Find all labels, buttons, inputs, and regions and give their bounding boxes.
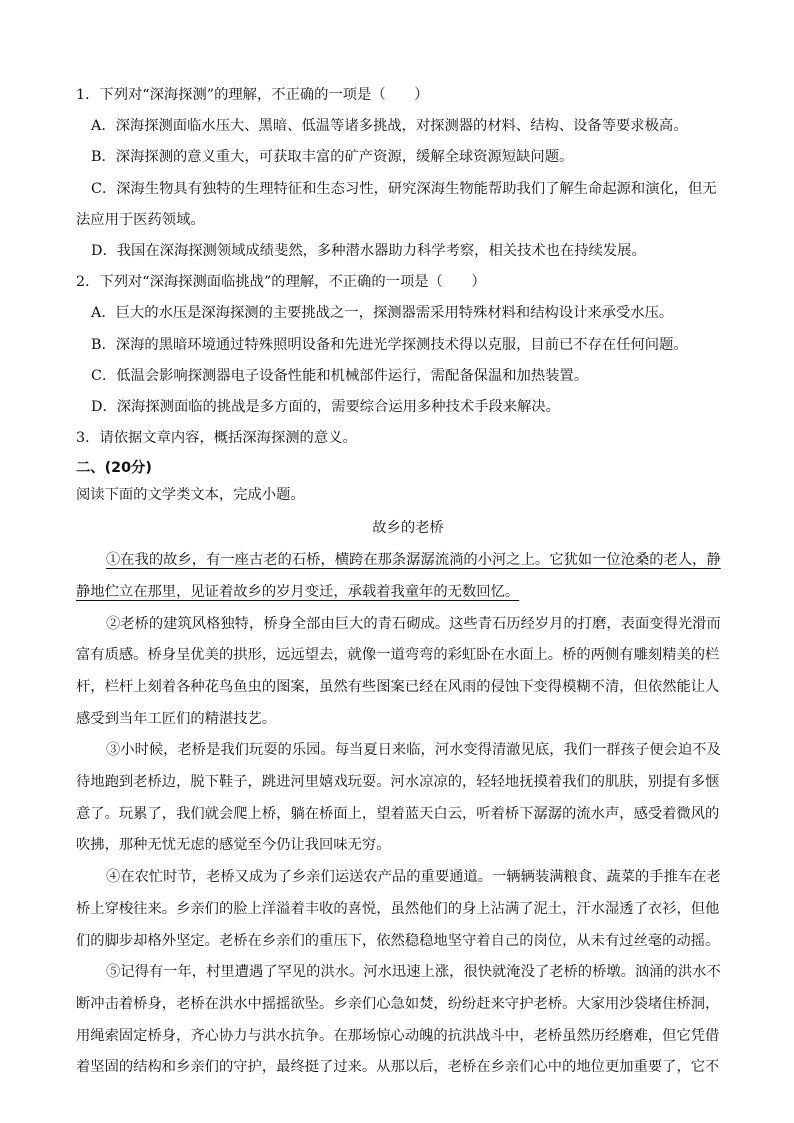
paragraph-line: 意了。玩累了，我们就会爬上桥，躺在桥面上，望着蓝天白云，听着桥下潺潺的流水声，感受着微风的: [76, 805, 720, 822]
paragraph-line: ①在我的故乡，有一座古老的石桥，横跨在那条潺潺流淌的小河之上。它犹如一位沧桑的老人，静: [106, 552, 721, 569]
question-stem: 1．下列对“深海探测”的理解，不正确的一项是（ ）: [76, 87, 429, 103]
paragraph-line: ⑤记得有一年，村里遭遇了罕见的洪水。河水迅速上涨，很快就淹没了老桥的桥墩。汹涌的洪水不: [106, 964, 721, 981]
option-c: C．深海生物具有独特的生理特征和生态习性，研究深海生物能帮助我们了解生命起源和演化，但无: [91, 180, 717, 197]
option-b: B．深海探测的意义重大，可获取丰富的矿产资源，缓解全球资源短缺问题。: [91, 149, 574, 166]
paragraph-4: [76, 862, 740, 957]
option-a: A．巨大的水压是深海探测的主要挑战之一，探测器需采用特殊材料和结构设计来承受水压。: [91, 305, 674, 322]
paragraph-3: [76, 735, 740, 862]
option-a: A．深海探测面临水压大、黑暗、低温等诸多挑战，对探测器的材料、结构、设备等要求极高。: [91, 118, 688, 135]
paragraph-line: 用绳索固定桥身，齐心协力与洪水抗争。在那场惊心动魄的抗洪战斗中，老桥虽然历经磨难，但它凭借: [76, 1027, 720, 1044]
paragraph-1: [76, 545, 740, 608]
paragraph-line: 断冲击着桥身，老桥在洪水中摇摇欲坠。乡亲们心急如焚，纷纷赶来守护老桥。大家用沙袋堵住桥洞，: [76, 995, 720, 1012]
document-page: [76, 80, 740, 1084]
paragraph-line: 桥上穿梭往来。乡亲们的脸上洋溢着丰收的喜悦，虽然他们的身上沾满了泥土，汗水湿透了衣衫，但他: [76, 900, 720, 917]
paragraph-line: 着坚固的结构和乡亲们的守护，最终挺了过来。从那以后，老桥在乡亲们心中的地位更加重要了，它不: [76, 1059, 720, 1076]
paragraph-line: 待地跑到老桥边，脱下鞋子，跳进河里嬉戏玩耍。河水凉凉的，轻轻地抚摸着我们的肌肤，别提有多惬: [76, 774, 720, 791]
paragraph-line: ②老桥的建筑风格独特，桥身全部由巨大的青石砌成。这些青石历经岁月的打磨，表面变得光滑而: [106, 615, 721, 632]
section-instruction: 阅读下面的文学类文本，完成小题。: [76, 487, 305, 504]
question-2: [76, 267, 740, 423]
option-b: B．深海的黑暗环境通过特殊照明设备和先进光学探测技术得以克服，目前已不存在任何问题。: [91, 336, 688, 353]
question-1: [76, 80, 740, 267]
section-heading: 二、(20分): [76, 460, 152, 477]
passage-title: 故乡的老桥: [372, 520, 444, 537]
question-3: [76, 423, 740, 454]
paragraph-2: [76, 609, 740, 736]
paragraph-line: 富有质感。桥身呈优美的拱形，远远望去，就像一道弯弯的彩虹卧在水面上。桥的两侧有雕刻精美的栏: [76, 647, 720, 664]
paragraph-line: 杆，栏杆上刻着各种花鸟鱼虫的图案，虽然有些图案已经在风雨的侵蚀下变得模糊不清，但依然能让人: [76, 679, 720, 695]
paragraph-line: 静地伫立在那里，见证着故乡的岁月变迁，承载着我童年的无数回忆。: [76, 583, 520, 600]
paragraph-line: 们的脚步却格外坚定。老桥在乡亲们的重压下，依然稳稳地坚守着自己的岗位，从未有过丝毫的动摇。: [76, 932, 720, 949]
option-d: D．我国在深海探测领域成绩斐然，多种潜水器助力科学考察，相关技术也在持续发展。: [91, 242, 646, 259]
paragraph-line: 感受到当年工匠们的精湛技艺。: [76, 710, 277, 727]
option-c-continued: 法应用于医药领域。: [76, 211, 205, 228]
paragraph-line: 吹拂，那种无忧无虑的感觉至今仍让我回味无穷。: [76, 837, 391, 854]
question-stem: 2．下列对“深海探测面临挑战”的理解，不正确的一项是（ ）: [76, 274, 486, 291]
question-stem: 3．请依据文章内容，概括深海探测的意义。: [76, 430, 357, 447]
paragraph-5: [76, 957, 740, 1084]
option-d: D．深海探测面临的挑战是多方面的，需要综合运用多种技术手段来解决。: [91, 398, 560, 415]
paragraph-line: ③小时候，老桥是我们玩耍的乐园。每当夏日来临，河水变得清澈见底，我们一群孩子便会迫不及: [106, 742, 721, 759]
option-c: C．低温会影响探测器电子设备性能和机械部件运行，需配备保温和加热装置。: [91, 367, 589, 384]
paragraph-line: ④在农忙时节，老桥又成为了乡亲们运送农产品的重要通道。一辆辆装满粮食、蔬菜的手推车在老: [106, 869, 721, 886]
